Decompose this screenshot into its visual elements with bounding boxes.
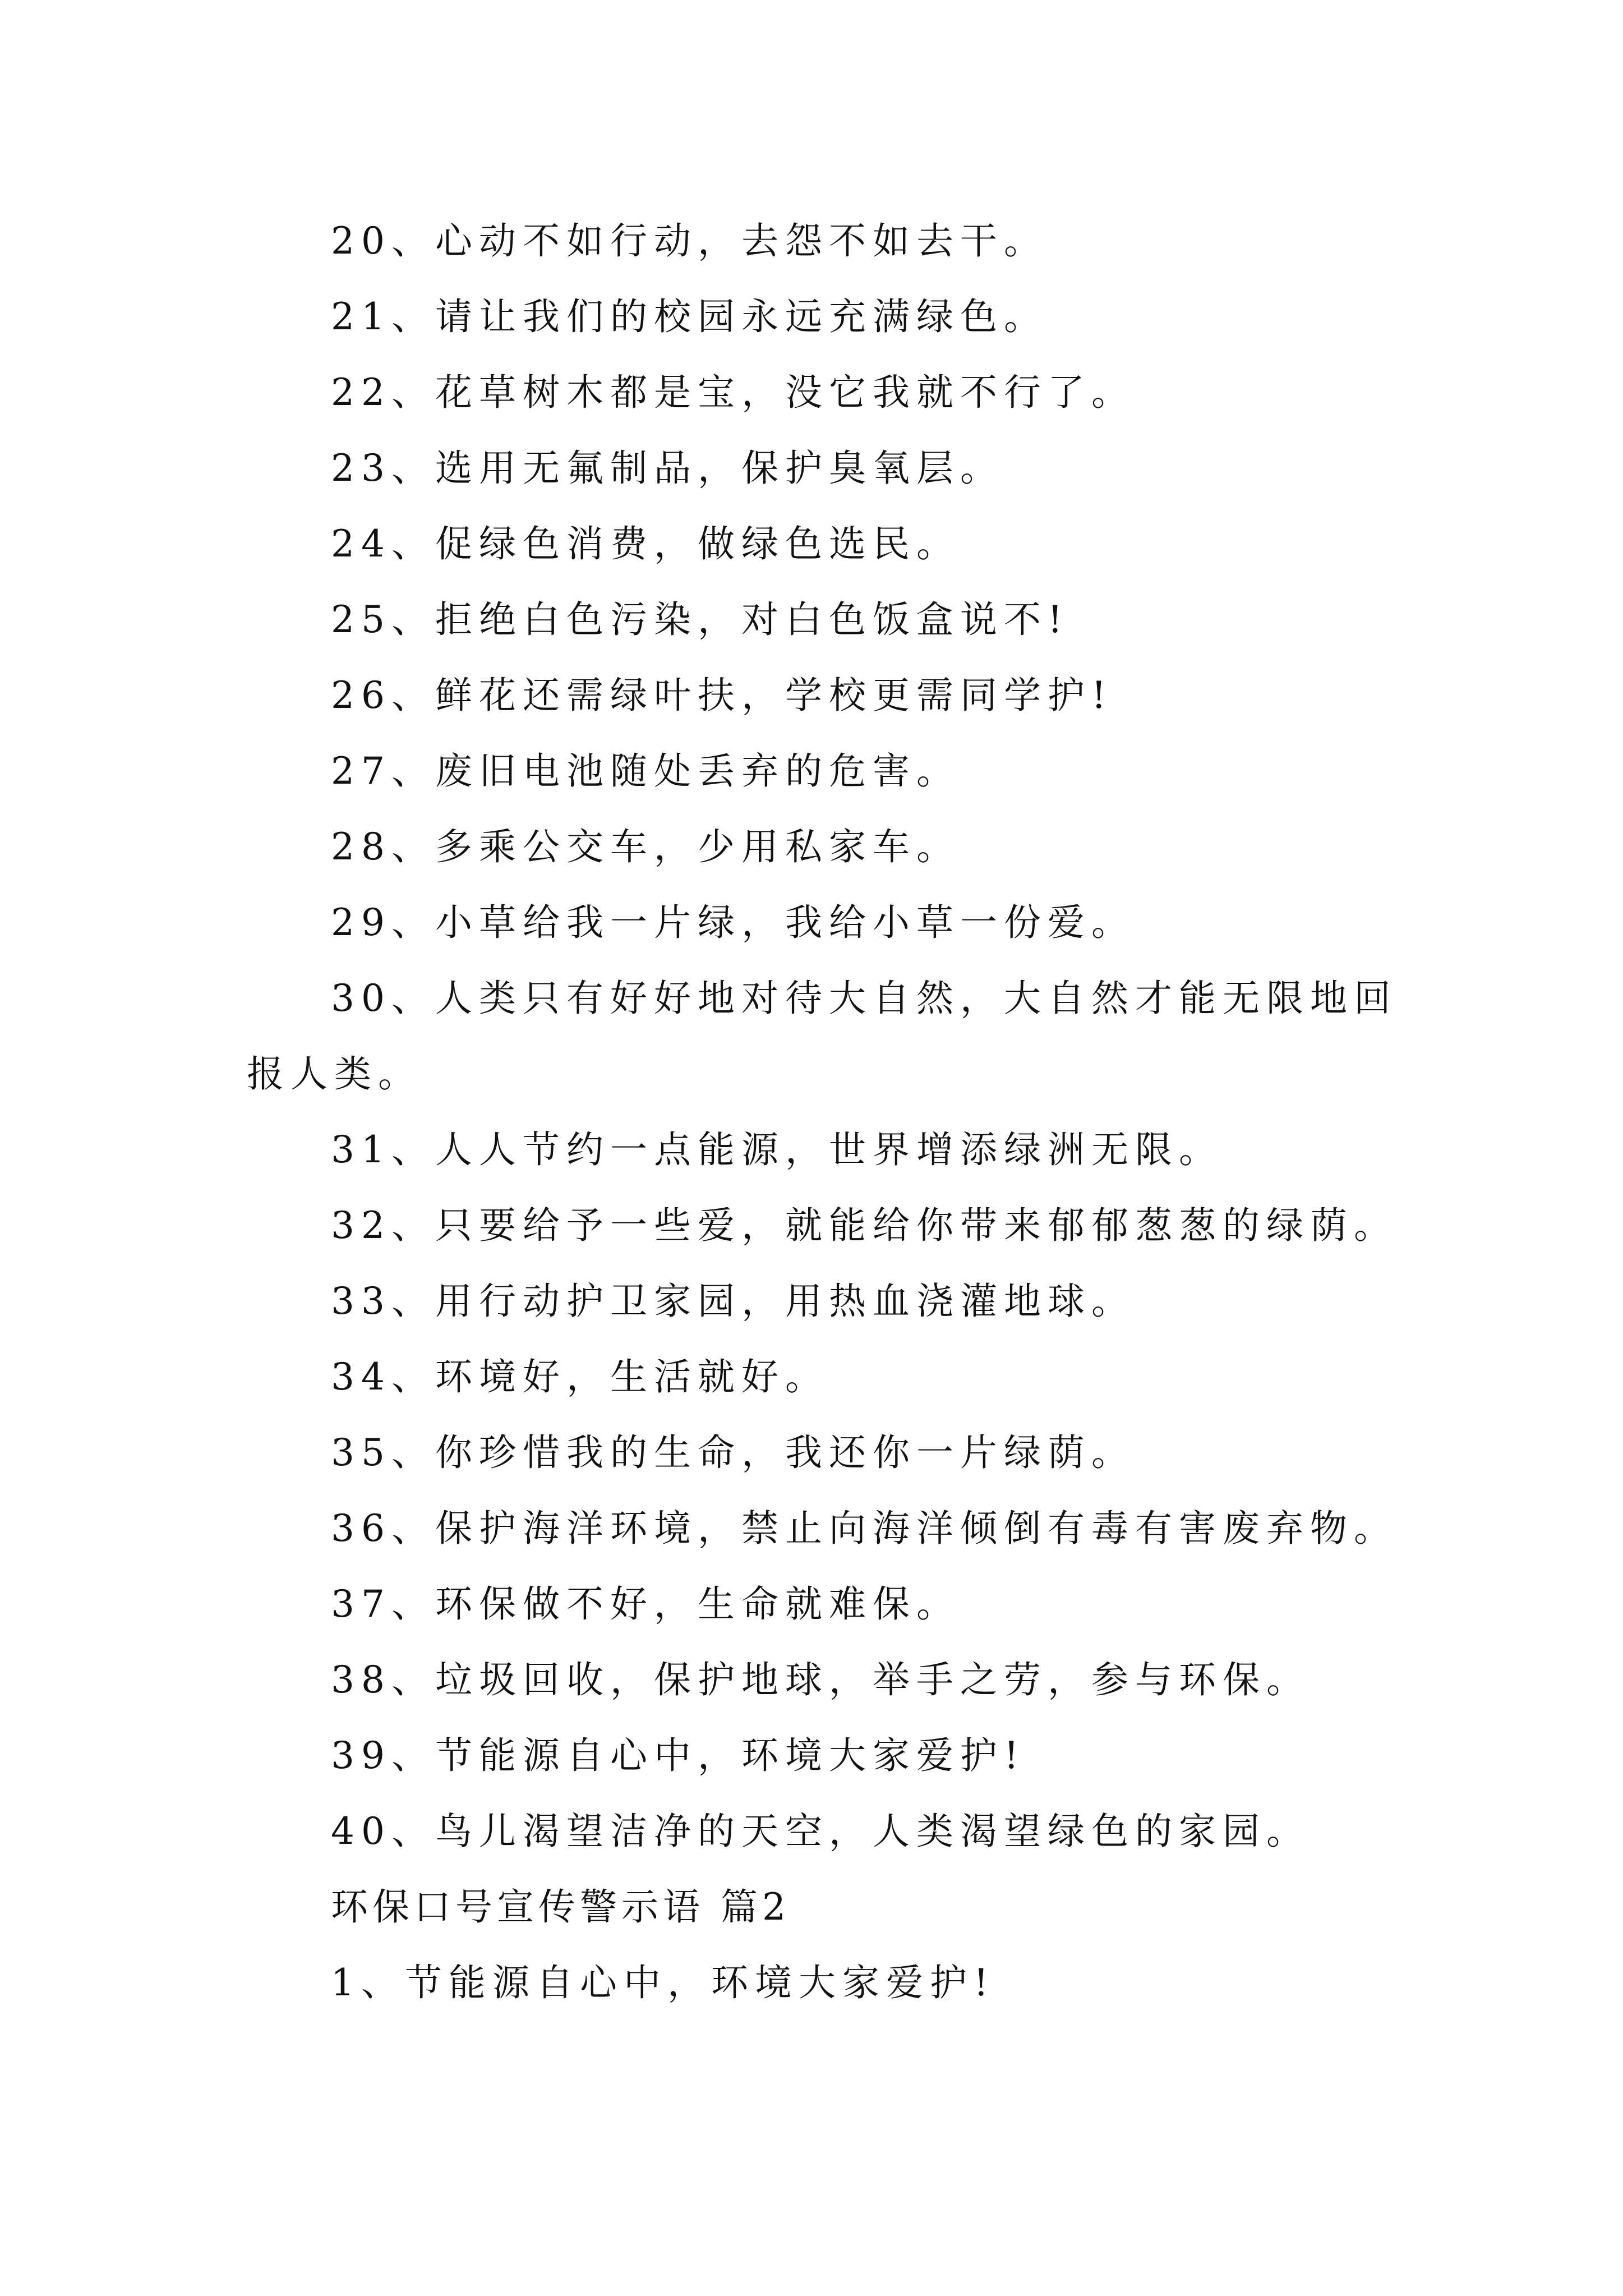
slogan-26: 26、鲜花还需绿叶扶，学校更需同学护! (331, 674, 1113, 717)
slogan-21: 21、请让我们的校园永远充满绿色。 (331, 295, 1048, 338)
slogan-35: 35、你珍惜我的生命，我还你一片绿荫。 (331, 1431, 1135, 1474)
slogan-31: 31、人人节约一点能源，世界增添绿洲无限。 (331, 1128, 1223, 1171)
slogan-34: 34、环境好，生活就好。 (331, 1355, 829, 1398)
slogan-33: 33、用行动护卫家园，用热血浇灌地球。 (331, 1280, 1135, 1323)
slogan-38: 38、垃圾回收，保护地球，举手之劳，参与环保。 (331, 1658, 1310, 1701)
slogan-28: 28、多乘公交车，少用私家车。 (331, 825, 960, 868)
slogan-30-continued: 报人类。 (247, 1052, 422, 1096)
slogan-22: 22、花草树木都是宝，没它我就不行了。 (331, 371, 1135, 414)
section-first-slogan: 1、节能源自心中，环境大家爱护! (331, 1961, 995, 2004)
slogan-25: 25、拒绝白色污染，对白色饭盒说不! (331, 598, 1069, 641)
slogan-37: 37、环保做不好，生命就难保。 (331, 1582, 960, 1626)
slogan-32: 32、只要给予一些爱，就能给你带来郁郁葱葱的绿荫。 (331, 1204, 1398, 1247)
slogan-29: 29、小草给我一片绿，我给小草一份爱。 (331, 901, 1135, 944)
slogan-20: 20、心动不如行动，去怨不如去干。 (331, 219, 1048, 263)
slogan-23: 23、选用无氟制品，保护臭氧层。 (331, 447, 1004, 490)
slogan-39: 39、节能源自心中，环境大家爱护! (331, 1734, 1026, 1777)
slogan-40: 40、鸟儿渴望洁净的天空，人类渴望绿色的家园。 (331, 1810, 1310, 1853)
slogan-36: 36、保护海洋环境，禁止向海洋倾倒有毒有害废弃物。 (331, 1507, 1398, 1550)
slogan-24: 24、促绿色消费，做绿色选民。 (331, 522, 960, 565)
section-heading: 环保口号宣传警示语 篇2 (331, 1885, 790, 1929)
slogan-27: 27、废旧电池随处丢弃的危害。 (331, 749, 960, 793)
slogan-30: 30、人类只有好好地对待大自然，大自然才能无限地回 (331, 977, 1398, 1020)
